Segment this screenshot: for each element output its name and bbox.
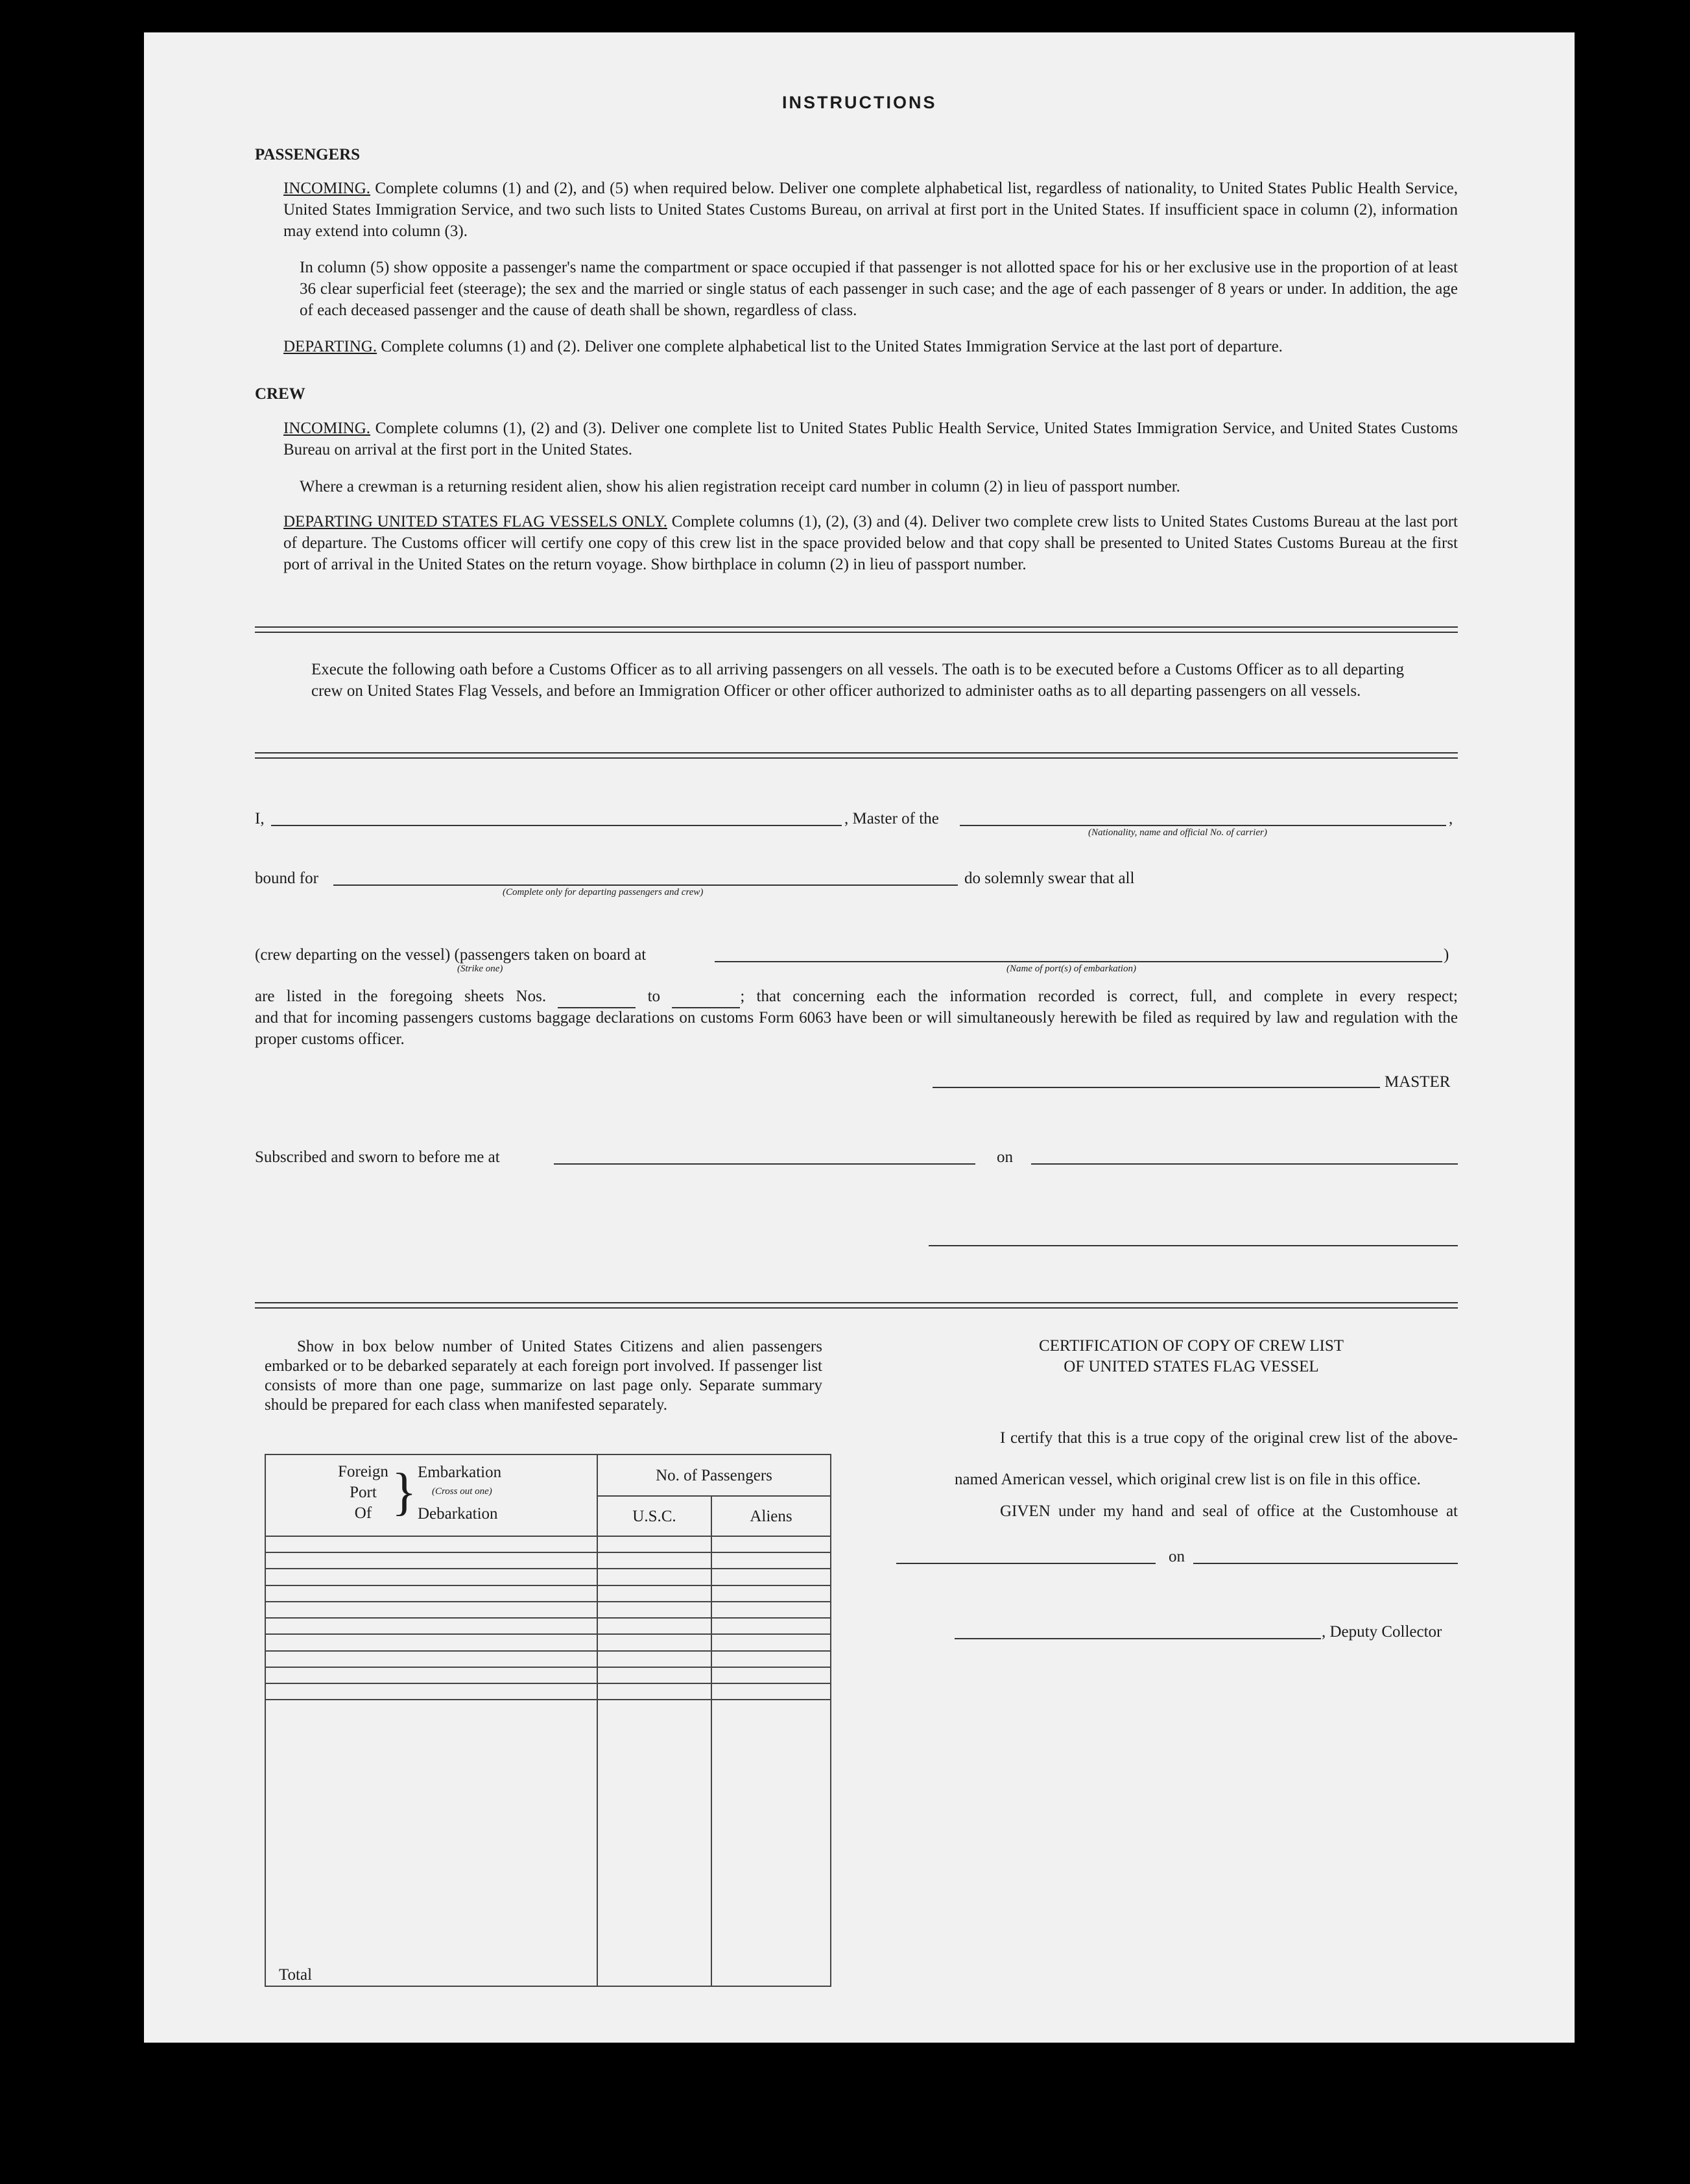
divider-top [255, 626, 1458, 633]
passengers-departing-text: Complete columns (1) and (2). Deliver one complete alphabetical list to the United States Immigration Service at the last port of departure. [381, 338, 1283, 355]
crew-incoming-label: INCOMING. [283, 420, 371, 437]
embarkation-caption: (Name of port(s) of embarkation) [1006, 964, 1136, 974]
sheets-line [255, 986, 1458, 1008]
sheets-remaining-text: ; that concerning each the information recorded is correct, full, and complete in every respect; [740, 988, 1458, 1005]
sheets-listed-label: are listed in the foregoing sheets Nos. [255, 988, 547, 1005]
passengers-incoming-paragraph [283, 178, 1458, 242]
deputy-collector-signature-field[interactable] [955, 1638, 1321, 1639]
passengers-incoming-label: INCOMING. [283, 180, 371, 197]
usc-cell[interactable] [597, 1683, 711, 1700]
aliens-cell[interactable] [711, 1651, 831, 1667]
master-name-field[interactable] [271, 825, 842, 826]
crew-incoming-text: Complete columns (1), (2) and (3). Deliver one complete list to United States Public Health Service, United States Immigration Service, and United States Customs Bureau on arrival at the first port in the United States. [283, 420, 1458, 458]
brace-icon: } [392, 1464, 417, 1521]
aliens-header: Aliens [711, 1496, 831, 1536]
port-cell[interactable] [265, 1536, 597, 1552]
master-label: MASTER [1385, 1073, 1451, 1091]
port-cell[interactable] [265, 1585, 597, 1602]
usc-total-cell[interactable] [597, 1700, 711, 1986]
embarkation-header: Embarkation [418, 1464, 502, 1481]
carrier-field-caption: (Nationality, name and official No. of carrier) [1088, 827, 1267, 838]
crew-flag-vessels-label: DEPARTING UNITED STATES FLAG VESSELS ONLY. [283, 513, 668, 530]
certification-title [987, 1336, 1396, 1377]
given-line [955, 1501, 1458, 1522]
crew-heading: CREW [255, 385, 305, 403]
port-cell[interactable] [265, 1667, 597, 1683]
certification-on-label: on [1169, 1548, 1185, 1565]
subscribed-date-field[interactable] [1031, 1163, 1458, 1165]
aliens-cell[interactable] [711, 1569, 831, 1585]
deputy-collector-label: , Deputy Collector [1322, 1623, 1442, 1641]
certification-title-line2: OF UNITED STATES FLAG VESSEL [1064, 1358, 1319, 1375]
usc-cell[interactable] [597, 1552, 711, 1569]
crew-incoming-paragraph [283, 418, 1458, 460]
aliens-cell[interactable] [711, 1585, 831, 1602]
usc-cell[interactable] [597, 1602, 711, 1618]
aliens-cell[interactable] [711, 1536, 831, 1552]
usc-cell[interactable] [597, 1585, 711, 1602]
port-cell[interactable] [265, 1602, 597, 1618]
port-cell[interactable] [265, 1569, 597, 1585]
bound-for-caption: (Complete only for departing passengers and crew) [503, 887, 704, 897]
port-label: Port [350, 1484, 377, 1501]
officer-signature-field[interactable] [929, 1245, 1458, 1246]
crew-alien-paragraph: Where a crewman is a returning resident alien, show his alien registration receipt card number in column (2) in lieu of passport number. [300, 478, 1180, 495]
port-cell[interactable] [265, 1618, 597, 1634]
of-label: Of [354, 1504, 372, 1522]
master-of-the-label: , Master of the [844, 810, 939, 827]
embarkation-port-field[interactable] [715, 961, 1442, 962]
aliens-total-cell[interactable] [711, 1700, 831, 1986]
aliens-cell[interactable] [711, 1618, 831, 1634]
passengers-incoming-text: Complete columns (1) and (2), and (5) when required below. Deliver one complete alphabetical list, regardless of nationality, to United States Public Health Service, United States Immigration Service, and two such lists to United States Customs Bureau, on arrival at first port in the United States. If insufficient space in column (2), information may extend into column (3). [283, 180, 1458, 240]
passenger-summary-table [265, 1454, 831, 1987]
certification-text [955, 1418, 1458, 1501]
crew-passengers-strike-text: (crew departing on the vessel) (passengers taken on board at [255, 946, 647, 964]
summary-instructions-text: Show in box below number of United States Citizens and alien passengers embarked or to be debarked separately at each foreign port involved. If passenger list consists of more than one page, summarize on last page only. Separate summary should be prepared for each class when manifested separately. [265, 1338, 822, 1414]
total-label: Total [265, 1700, 597, 1986]
cross-out-caption: (Cross out one) [432, 1486, 492, 1497]
passengers-departing-paragraph [283, 336, 1458, 357]
aliens-cell[interactable] [711, 1667, 831, 1683]
on-label: on [997, 1148, 1013, 1166]
port-cell[interactable] [265, 1651, 597, 1667]
passengers-departing-label: DEPARTING. [283, 338, 377, 355]
form-sheet [144, 32, 1575, 2043]
usc-cell[interactable] [597, 1667, 711, 1683]
divider-bottom [255, 1302, 1458, 1309]
usc-cell[interactable] [597, 1536, 711, 1552]
oath-continuation: and that for incoming passengers customs baggage declarations on customs Form 6063 have been or will simultaneously herewith be filed as required by law and regulation with the proper customs officer. [255, 1009, 1458, 1048]
port-header-cell [265, 1454, 597, 1536]
certification-place-field[interactable] [896, 1563, 1156, 1564]
crew-flag-vessels-text: Complete columns (1), (2), (3) and (4). Deliver two complete crew lists to United States Customs Bureau at the last port of departure. The Customs officer will certify one copy of this crew list in the space provided below and that copy shall be presented to United States Customs Bureau at the first port of arrival in the United States on the return voyage. Show birthplace in column (2) in lieu of passport number. [283, 513, 1458, 573]
subscribed-place-field[interactable] [554, 1163, 975, 1165]
divider-oath [255, 752, 1458, 759]
debarkation-header: Debarkation [418, 1505, 498, 1523]
usc-cell[interactable] [597, 1569, 711, 1585]
bound-for-label: bound for [255, 870, 318, 887]
passengers-column5-paragraph: In column (5) show opposite a passenger's name the compartment or space occupied if that passenger is not allotted space for his or her exclusive use in the proportion of at least 36 clear superficial feet (steerage); the sex and the married or single status of each passenger in such case; and the age of each passenger of 8 years or under. In addition, the age of each deceased passenger and the cause of death shall be shown, regardless of class. [300, 259, 1458, 319]
usc-cell[interactable] [597, 1634, 711, 1650]
bound-for-field[interactable] [333, 884, 958, 886]
carrier-field[interactable] [960, 825, 1446, 826]
certification-body: I certify that this is a true copy of the original crew list of the above-named American vessel, which original crew list is on file in this office. [955, 1429, 1458, 1488]
usc-header: U.S.C. [597, 1496, 711, 1536]
aliens-cell[interactable] [711, 1634, 831, 1650]
crew-flag-vessels-paragraph [283, 511, 1458, 575]
summary-instructions [265, 1337, 822, 1415]
closing-paren: ) [1444, 946, 1449, 964]
foreign-label: Foreign [338, 1463, 388, 1480]
strike-one-caption: (Strike one) [457, 964, 503, 974]
usc-cell[interactable] [597, 1651, 711, 1667]
swear-text: do solemnly swear that all [964, 870, 1135, 887]
oath-instructions: Execute the following oath before a Customs Officer as to all arriving passengers on all vessels. The oath is to be executed before a Customs Officer as to all departing crew on United States Flag Vessels, and before an Immigration Officer or other officer authorized to administer oaths as to all departing passengers on all vessels. [311, 661, 1404, 700]
passengers-heading: PASSENGERS [255, 146, 361, 163]
aliens-cell[interactable] [711, 1552, 831, 1569]
aliens-cell[interactable] [711, 1683, 831, 1700]
port-cell[interactable] [265, 1683, 597, 1700]
usc-cell[interactable] [597, 1618, 711, 1634]
sheet-to-field[interactable] [672, 986, 740, 1008]
port-cell[interactable] [265, 1552, 597, 1569]
subscribed-label: Subscribed and sworn to before me at [255, 1148, 500, 1166]
certification-title-line1: CERTIFICATION OF COPY OF CREW LIST [1038, 1337, 1344, 1355]
comma-mark: , [1449, 810, 1453, 827]
to-label: to [647, 988, 661, 1005]
instructions-heading: INSTRUCTIONS [782, 93, 937, 112]
sheet-from-field[interactable] [558, 986, 636, 1008]
port-cell[interactable] [265, 1634, 597, 1650]
master-signature-field[interactable] [933, 1087, 1380, 1088]
given-text: GIVEN under my hand and seal of office at the Customhouse at [1000, 1502, 1458, 1520]
foreign-port-of-label [334, 1462, 392, 1524]
oath-i-label: I, [255, 810, 265, 827]
aliens-cell[interactable] [711, 1602, 831, 1618]
certification-date-field[interactable] [1193, 1563, 1458, 1564]
no-of-passengers-header: No. of Passengers [597, 1454, 831, 1496]
